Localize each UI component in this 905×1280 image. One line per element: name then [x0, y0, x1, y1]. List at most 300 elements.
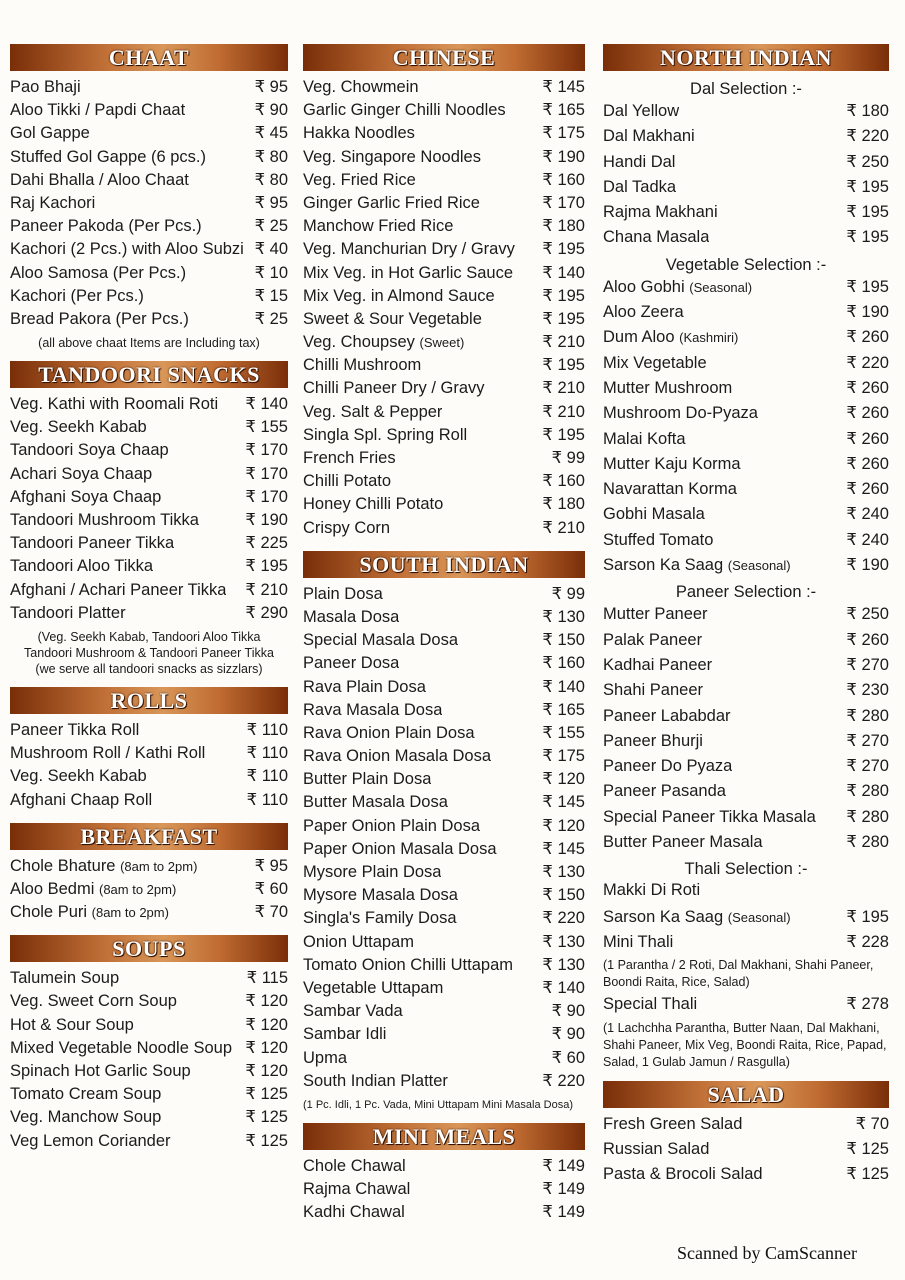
menu-item	[10, 1131, 288, 1154]
item-name	[10, 604, 126, 623]
menu-item	[10, 170, 288, 193]
item-price: ₹ 210	[542, 518, 585, 537]
item-name-text: Mix Veg. in Almond Sauce	[303, 286, 495, 305]
item-name	[10, 992, 177, 1011]
item-price: ₹ 220	[846, 127, 889, 146]
item-name-text: Tandoori Aloo Tikka	[10, 557, 154, 576]
item-price: ₹ 225	[245, 534, 288, 553]
item-name	[10, 1132, 171, 1151]
item-name-text: Mutter Kaju Korma	[603, 454, 741, 473]
tandoori-note-line: (Veg. Seekh Kabab, Tandoori Aloo Tikka	[37, 629, 261, 644]
item-name-text: Veg. Kathi with Roomali Roti	[10, 395, 219, 414]
item-name	[10, 1039, 232, 1058]
item-price: ₹ 25	[254, 309, 288, 328]
item-name: Special Thali	[603, 995, 698, 1014]
menu-item	[603, 403, 889, 428]
menu-item	[10, 879, 288, 902]
item-price: ₹ 130	[542, 955, 585, 974]
item-name	[10, 1108, 161, 1127]
menu-item	[303, 792, 585, 815]
menu-item	[10, 417, 288, 440]
item-name	[603, 404, 758, 423]
item-name	[10, 1062, 191, 1081]
item-price: ₹ 195	[542, 286, 585, 305]
item-name	[10, 903, 169, 922]
item-price: ₹ 170	[542, 193, 585, 212]
menu-item	[303, 77, 585, 100]
menu-item	[303, 123, 585, 146]
menu-item	[303, 1179, 585, 1202]
item-price: ₹ 115	[246, 969, 288, 988]
menu-item	[603, 731, 889, 756]
item-price: ₹ 165	[542, 700, 585, 719]
item-price: ₹ 210	[542, 333, 585, 352]
column-left	[10, 44, 288, 1154]
item-name-text: Sambar Vada	[303, 1002, 403, 1021]
item-price: ₹ 99	[551, 584, 585, 603]
item-name	[303, 1025, 386, 1044]
item-price: ₹ 260	[846, 454, 889, 473]
item-price: ₹ 110	[246, 790, 288, 809]
item-price: ₹ 15	[254, 286, 288, 305]
item-price: ₹ 120	[245, 1038, 288, 1057]
item-name-text: Veg. Seekh Kabab	[10, 767, 147, 786]
menu-item	[10, 100, 288, 123]
item-price: ₹ 190	[846, 303, 889, 322]
item-price: ₹ 95	[254, 193, 288, 212]
dal-list	[603, 101, 889, 253]
item-name-text: Paneer Do Pyaza	[603, 757, 733, 776]
item-note: (8am to 2pm)	[91, 905, 169, 921]
menu-item	[10, 147, 288, 170]
item-name	[303, 1203, 405, 1222]
item-name	[603, 328, 738, 347]
item-price: ₹ 280	[846, 807, 889, 826]
menu-item	[10, 580, 288, 603]
menu-item	[10, 193, 288, 216]
mini-meals-header: MINI MEALS	[303, 1123, 585, 1150]
menu-item	[303, 816, 585, 839]
paneer-selection-label: Paneer Selection :-	[675, 583, 817, 602]
item-name	[10, 217, 202, 236]
menu-item	[603, 807, 889, 832]
item-price: ₹ 260	[846, 404, 889, 423]
item-price: ₹ 120	[245, 1015, 288, 1034]
item-name-text: Sarson Ka Saag	[603, 907, 724, 926]
item-name-text: Tandoori Soya Chaap	[10, 441, 169, 460]
item-name-text: Kadhi Chawal	[303, 1203, 405, 1222]
item-price: ₹ 190	[245, 511, 288, 529]
item-name	[603, 556, 791, 575]
item-name-text: Veg. Manchow Soup	[10, 1108, 162, 1127]
item-name-text: Afghani / Achari Paneer Tikka	[10, 580, 227, 599]
menu-item	[10, 766, 288, 789]
item-name	[10, 969, 119, 988]
item-name	[10, 101, 185, 120]
item-name-text: Veg. Salt & Pepper	[303, 402, 443, 421]
chinese-header: CHINESE	[303, 44, 585, 71]
item-name	[303, 310, 482, 329]
item-name	[10, 171, 189, 190]
item-name	[603, 933, 673, 952]
item-price: ₹ 195	[846, 228, 889, 247]
item-price: ₹ 290	[245, 603, 288, 622]
item-price: ₹ 120	[245, 992, 288, 1011]
item-name-text: Crispy Corn	[303, 518, 391, 537]
menu-item	[603, 177, 889, 202]
menu-item	[10, 263, 288, 286]
menu-item	[603, 227, 889, 252]
menu-item	[10, 856, 288, 879]
item-name-text: Veg. Manchurian Dry / Gravy	[303, 240, 515, 259]
menu-item	[303, 147, 585, 170]
item-name-text: Mysore Plain Dosa	[303, 863, 442, 881]
item-price: ₹ 125	[245, 1108, 288, 1127]
menu-item	[10, 286, 288, 309]
item-name-text: Russian Salad	[603, 1139, 710, 1158]
item-price: ₹ 130	[542, 607, 585, 626]
item-name	[603, 681, 703, 700]
item-price: ₹ 190	[542, 147, 585, 166]
item-name	[603, 1165, 763, 1184]
menu-item	[303, 1202, 585, 1225]
item-name-text: Kachori (Per Pcs.)	[10, 286, 144, 305]
item-name-text: Gol Gappe	[10, 124, 90, 143]
item-price: ₹ 170	[245, 441, 288, 460]
menu-item	[303, 1024, 585, 1047]
menu-item	[603, 907, 889, 932]
menu-item	[303, 100, 585, 123]
item-name	[10, 721, 139, 740]
item-name-text: Paneer Pakoda (Per Pcs.)	[10, 217, 202, 236]
item-name-text: Rava Masala Dosa	[303, 700, 443, 719]
menu-item	[10, 1107, 288, 1130]
item-price: ₹ 125	[846, 1165, 889, 1184]
menu-item	[303, 607, 585, 630]
item-price: ₹ 195	[846, 177, 889, 196]
item-price: ₹ 99	[551, 449, 585, 467]
item-name-text: Hakka Noodles	[303, 124, 415, 143]
menu-item	[603, 378, 889, 403]
menu-item	[10, 603, 288, 626]
salad-header: SALAD	[603, 1081, 889, 1108]
menu-item	[10, 123, 288, 146]
item-price: ₹ 145	[542, 78, 585, 96]
menu-item	[10, 239, 288, 262]
item-name	[603, 178, 676, 197]
item-name	[303, 495, 443, 514]
menu-item	[303, 263, 585, 286]
item-price: ₹ 110	[246, 767, 288, 786]
menu-item	[303, 1001, 585, 1024]
item-name-text: Garlic Ginger Chilli Noodles	[303, 101, 506, 120]
menu-item	[10, 487, 288, 510]
vegetable-list	[603, 277, 889, 581]
item-name	[303, 793, 448, 812]
item-price: ₹ 240	[846, 530, 889, 549]
item-price: ₹ 45	[254, 124, 288, 143]
item-price: ₹ 195	[542, 356, 585, 375]
soups-header: SOUPS	[10, 935, 288, 962]
item-name-text: Gobhi Masala	[603, 505, 705, 524]
item-note: (8am to 2pm)	[98, 881, 177, 897]
item-name-text: Tandoori Paneer Tikka	[10, 534, 175, 553]
item-name	[10, 1085, 161, 1104]
menu-item	[303, 955, 585, 978]
menu-item	[10, 790, 288, 813]
item-price: ₹ 220	[846, 353, 889, 372]
item-name	[603, 881, 700, 900]
item-price: ₹ 210	[542, 379, 585, 398]
item-name	[303, 148, 481, 167]
item-name	[303, 817, 480, 836]
item-name	[303, 1157, 406, 1176]
item-price: ₹ 120	[245, 1062, 288, 1080]
menu-item	[303, 630, 585, 653]
item-price: ₹ 220	[542, 909, 585, 928]
item-price: ₹ 110	[246, 720, 288, 739]
item-price: ₹ 280	[846, 706, 889, 725]
item-name-text: Dal Makhani	[603, 127, 695, 146]
item-name	[303, 840, 497, 859]
menu-item	[303, 839, 585, 862]
item-price: ₹ 270	[846, 655, 889, 674]
item-name	[603, 102, 679, 121]
item-name	[10, 395, 218, 414]
item-note: (Seasonal)	[727, 909, 791, 925]
menu-item	[303, 518, 585, 541]
item-name	[603, 656, 712, 675]
column-right	[603, 44, 889, 1189]
chaat-header: CHAAT	[10, 44, 288, 71]
menu-item	[303, 1071, 585, 1094]
item-name	[10, 534, 174, 553]
rolls-header: ROLLS	[10, 687, 288, 714]
breakfast-list	[10, 856, 288, 926]
item-price: ₹ 125	[846, 1139, 889, 1158]
item-name-text: Achari Soya Chaap	[10, 464, 153, 483]
item-name-text: Chilli Mushroom	[303, 356, 422, 375]
item-name-text: Kadhai Paneer	[603, 655, 713, 674]
item-name-text: Stuffed Tomato	[603, 530, 714, 549]
item-name	[10, 744, 205, 763]
south-indian-header: SOUTH INDIAN	[303, 551, 585, 578]
menu-item	[303, 355, 585, 378]
item-price: ₹ 260	[846, 328, 889, 347]
item-name-text: Veg. Seekh Kabab	[10, 418, 147, 437]
item-name-text: Shahi Paneer	[603, 681, 703, 700]
menu-item	[603, 101, 889, 126]
item-price: ₹ 149	[542, 1180, 585, 1199]
item-name-text: Paneer Pasanda	[603, 782, 726, 801]
item-price: ₹ 160	[542, 472, 585, 491]
item-name-text: Dahi Bhalla / Aloo Chaat	[10, 170, 189, 189]
item-name	[303, 124, 415, 143]
menu-item	[303, 653, 585, 676]
item-note: (Seasonal)	[689, 279, 753, 295]
menu-item	[603, 630, 889, 655]
item-name-text: Chole Bhature	[10, 856, 116, 875]
item-name-text: Tomato Onion Chilli Uttapam	[303, 955, 514, 974]
item-name	[10, 791, 152, 810]
scanner-watermark: Scanned by CamScanner	[677, 1243, 857, 1263]
menu-item	[303, 378, 585, 401]
item-name-text: Aloo Zeera	[603, 303, 684, 322]
menu-item	[603, 202, 889, 227]
menu-item	[303, 723, 585, 746]
item-price: ₹ 260	[846, 480, 889, 499]
item-price: ₹ 270	[846, 731, 889, 750]
item-name-text: Paper Onion Plain Dosa	[303, 816, 481, 835]
menu-item	[303, 471, 585, 494]
item-price: ₹ 90	[551, 1025, 585, 1044]
item-price: ₹ 278	[846, 995, 889, 1014]
item-price: ₹ 140	[542, 263, 585, 282]
item-name-text: Mutter Paneer	[603, 605, 708, 624]
menu-item	[303, 584, 585, 607]
item-price: ₹ 150	[542, 631, 585, 650]
menu-item	[10, 968, 288, 991]
item-name-text: Masala Dosa	[303, 607, 400, 626]
item-name-text: Stuffed Gol Gappe (6 pcs.)	[10, 147, 206, 166]
item-name	[303, 747, 491, 766]
menu-item	[303, 978, 585, 1001]
item-name	[303, 240, 515, 259]
menu-item	[303, 908, 585, 931]
menu-item	[303, 1156, 585, 1179]
item-price: ₹ 195	[245, 557, 288, 576]
item-price: ₹ 170	[245, 464, 288, 483]
item-name	[303, 585, 383, 604]
item-name-text: Dal Tadka	[603, 177, 677, 196]
item-name-text: Tandoori Mushroom Tikka	[10, 511, 199, 529]
item-name-text: Honey Chilli Potato	[303, 495, 444, 514]
item-note: (8am to 2pm)	[120, 858, 198, 874]
item-price: ₹ 160	[542, 654, 585, 673]
menu-item	[603, 756, 889, 781]
menu-item	[10, 1084, 288, 1107]
item-name	[10, 240, 244, 259]
tandoori-note-line: Tandoori Mushroom & Tandoori Paneer Tikka	[24, 645, 274, 660]
item-name	[303, 909, 457, 928]
item-price: ₹ 170	[245, 487, 288, 506]
item-price: ₹ 165	[542, 101, 585, 120]
item-price: ₹ 140	[245, 395, 288, 414]
item-name	[303, 979, 443, 998]
item-price: ₹ 210	[542, 402, 585, 421]
item-name-text: Paneer Lababdar	[603, 706, 731, 725]
item-price: ₹ 260	[846, 429, 889, 448]
item-name	[10, 287, 144, 306]
item-price: ₹ 260	[846, 630, 889, 649]
item-price: ₹ 195	[542, 240, 585, 259]
item-name	[303, 171, 416, 190]
item-name	[603, 908, 791, 927]
menu-item	[10, 556, 288, 579]
item-name	[603, 1115, 742, 1134]
menu-item	[303, 700, 585, 723]
item-price: ₹ 10	[254, 263, 288, 282]
item-name-text: Aloo Gobhi	[603, 277, 685, 296]
tandoori-header: TANDOORI SNACKS	[10, 361, 288, 388]
menu-item	[603, 353, 889, 378]
item-price: ₹ 130	[542, 932, 585, 951]
item-name-text: Special Masala Dosa	[303, 631, 458, 650]
item-price: ₹ 270	[846, 757, 889, 776]
item-price: ₹ 120	[542, 816, 585, 835]
item-name	[603, 707, 731, 726]
menu-item	[10, 510, 288, 533]
item-price: ₹ 149	[542, 1203, 585, 1222]
item-price: ₹ 90	[254, 101, 288, 120]
item-name	[303, 356, 421, 375]
item-name	[303, 217, 453, 236]
item-name-text: Rajma Makhani	[603, 203, 718, 222]
item-price: ₹ 160	[542, 170, 585, 189]
item-name	[603, 782, 726, 801]
item-name	[10, 264, 186, 283]
item-note: (Sweet)	[419, 335, 465, 351]
item-name-text: Mushroom Roll / Kathi Roll	[10, 744, 206, 763]
item-name	[10, 418, 147, 437]
salad-list	[603, 1114, 889, 1190]
item-name	[10, 194, 95, 213]
menu-item	[10, 440, 288, 463]
item-name-text: Aloo Bedmi	[10, 879, 95, 898]
item-price: ₹ 230	[846, 681, 889, 700]
item-name	[303, 194, 480, 213]
item-name-text: Paneer Bhurji	[603, 731, 703, 750]
menu-item	[603, 429, 889, 454]
item-name-text: Veg. Chowmein	[303, 78, 419, 96]
item-name-text: Hot & Sour Soup	[10, 1015, 134, 1034]
item-name-text: Mixed Vegetable Noodle Soup	[10, 1038, 232, 1057]
item-name-text: Veg. Choupsey	[303, 333, 415, 352]
item-price: ₹ 175	[542, 124, 585, 143]
item-price: ₹ 280	[846, 782, 889, 801]
item-price: ₹ 180	[542, 217, 585, 236]
item-name-text: Talumein Soup	[10, 969, 120, 988]
item-name	[303, 333, 464, 352]
chinese-list	[303, 77, 585, 541]
menu-item	[603, 152, 889, 177]
item-name-text: Singla Spl. Spring Roll	[303, 425, 468, 444]
item-name	[603, 430, 686, 449]
item-name	[10, 78, 81, 97]
item-name-text: Mysore Masala Dosa	[303, 886, 458, 905]
item-price: ₹ 70	[254, 903, 288, 922]
item-price: ₹ 260	[846, 378, 889, 397]
item-name-text: Aloo Samosa (Per Pcs.)	[10, 263, 187, 282]
item-name	[303, 78, 419, 97]
menu-item	[603, 1114, 889, 1139]
item-price: ₹ 195	[846, 277, 889, 296]
item-note: (Seasonal)	[727, 558, 791, 574]
item-note: (Kashmiri)	[679, 330, 739, 346]
item-name	[10, 767, 147, 786]
item-name-text: Raj Kachori	[10, 193, 96, 212]
item-name	[603, 228, 709, 247]
item-name-text: Special Paneer Tikka Masala	[603, 807, 816, 826]
item-price: ₹ 250	[846, 605, 889, 624]
item-name	[303, 379, 485, 398]
item-price: ₹ 195	[846, 203, 889, 222]
item-name	[10, 557, 153, 576]
item-name	[10, 1016, 134, 1035]
item-name-text: Butter Plain Dosa	[303, 770, 432, 789]
item-name	[10, 857, 197, 876]
item-price: ₹ 70	[855, 1114, 889, 1133]
